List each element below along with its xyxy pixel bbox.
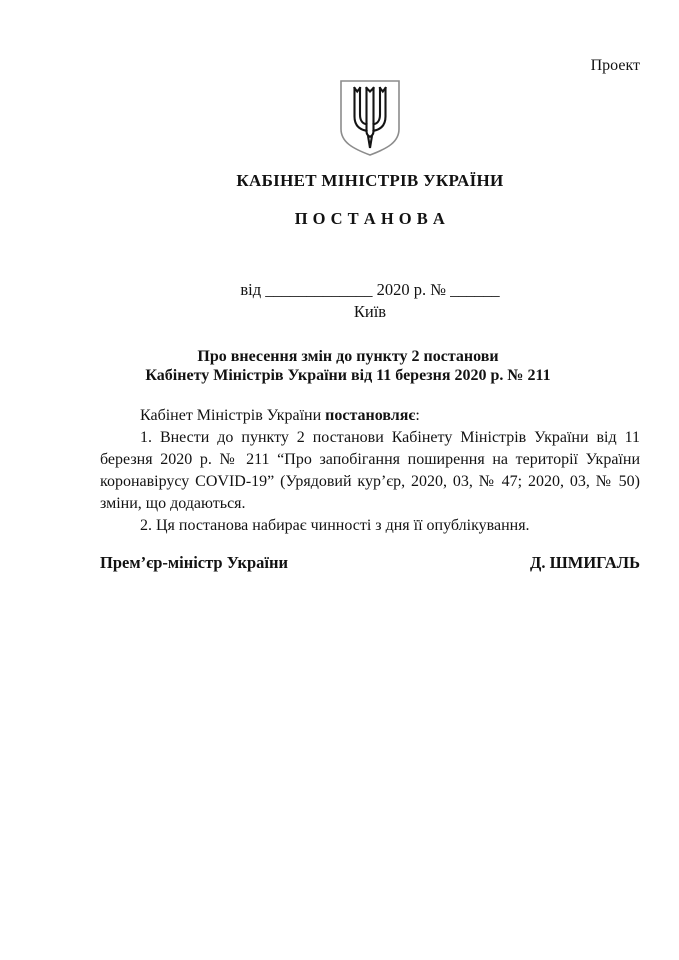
- intro-bold-word: постановляє: [325, 407, 416, 424]
- doc-title: [78, 347, 618, 385]
- date-number-line: від _____________ 2020 р. № ______: [240, 280, 500, 299]
- doc-title-line-1: Про внесення змін до пункту 2 постанови: [197, 348, 499, 365]
- doc-type-heading: П О С Т А Н О В А: [294, 209, 446, 228]
- body-text: [100, 405, 640, 537]
- coat-of-arms: [100, 79, 640, 157]
- signature-row: [100, 553, 640, 573]
- signer-position: Прем’єр-міністр України: [100, 553, 289, 572]
- intro-paragraph: [100, 405, 640, 427]
- item1-line-4: зміни, що додаються.: [100, 495, 246, 512]
- item1-line-3: коронавірусу COVID-19” (Урядовий кур’єр, 2020, 03, № 47; 2020, 03, № 50): [100, 473, 640, 490]
- tryzub-emblem-icon: [339, 79, 401, 157]
- org-name: КАБІНЕТ МІНІСТРІВ УКРАЇНИ: [236, 171, 504, 190]
- city-label: Київ: [353, 302, 387, 321]
- signer-name: Д. ШМИГАЛЬ: [530, 553, 640, 572]
- item1-line-1: 1. Внести до пункту 2 постанови Кабінету Міністрів України від 11: [140, 429, 640, 446]
- intro-text: Кабінет Міністрів України: [140, 407, 326, 424]
- item1-line-2: березня 2020 р. № 211 “Про запобігання поширення на території України: [100, 451, 640, 468]
- item2-paragraph: 2. Ця постанова набирає чинності з дня її опублікування.: [140, 517, 530, 534]
- doc-title-line-2: Кабінету Міністрів України від 11 березня 2020 р. № 211: [145, 367, 551, 384]
- intro-colon: :: [415, 407, 420, 424]
- draft-label: Проект: [590, 57, 640, 74]
